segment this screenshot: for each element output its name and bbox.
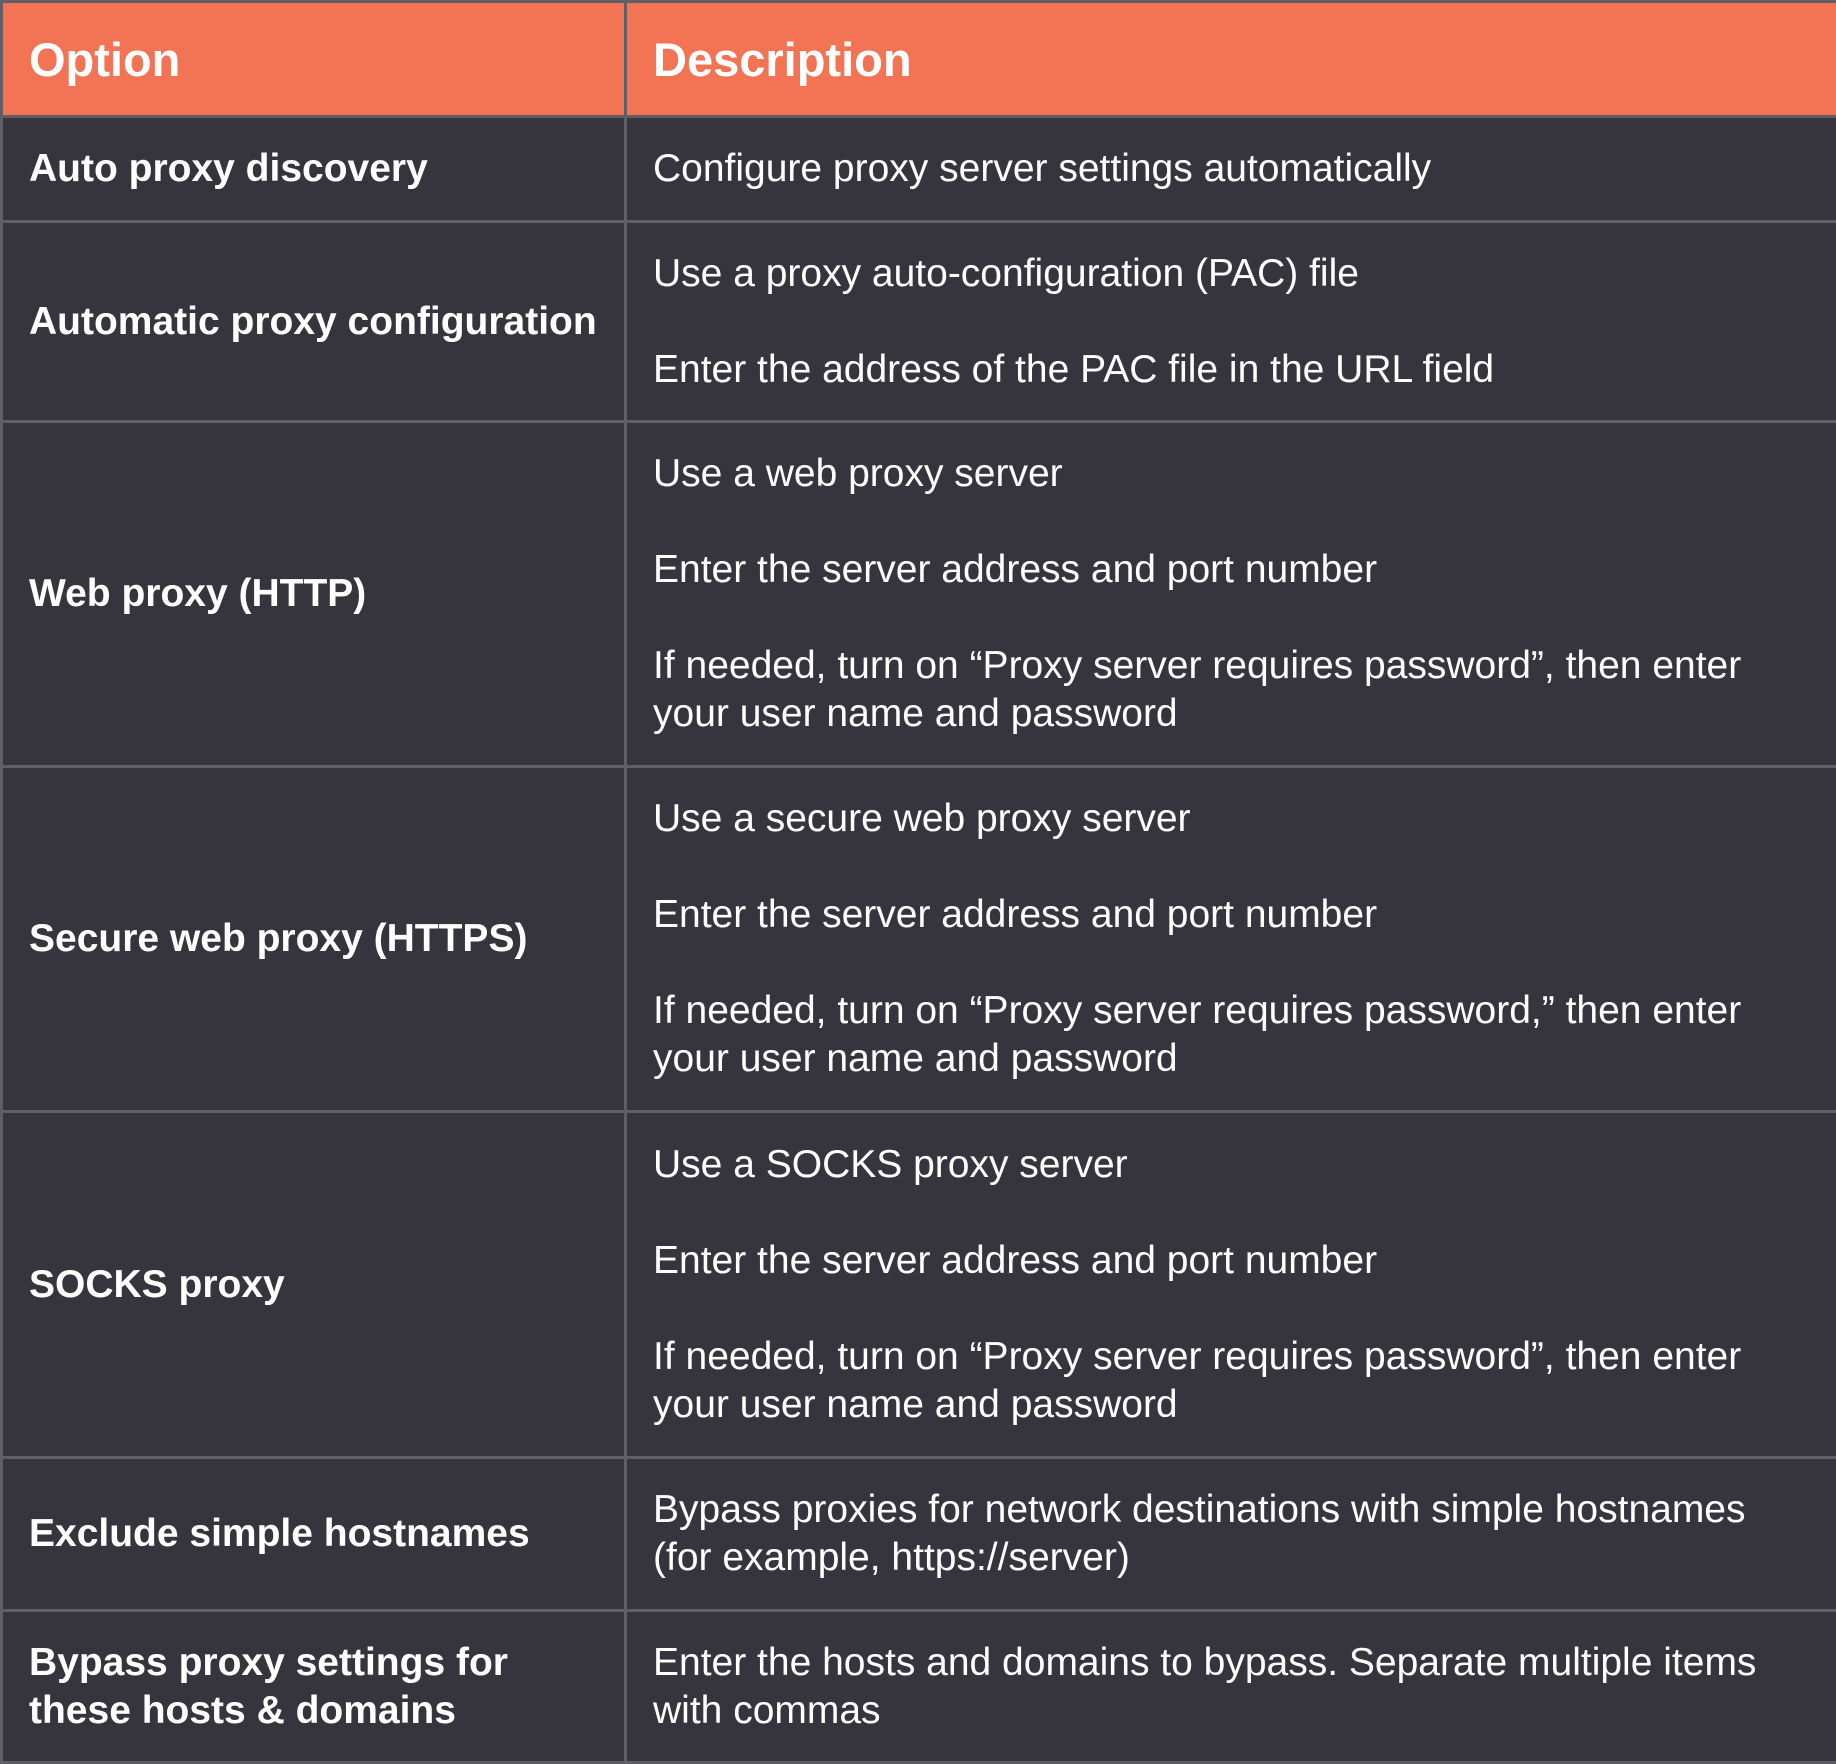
description-line: Use a proxy auto-configuration (PAC) file [653, 250, 1810, 298]
description-line: Configure proxy server settings automatically [653, 145, 1810, 193]
table-row [2, 222, 1836, 422]
option-cell: Auto proxy discovery [2, 117, 626, 222]
description-line: Use a secure web proxy server [653, 795, 1810, 843]
description-line: Enter the server address and port number [653, 546, 1810, 594]
table-row [2, 767, 1836, 1112]
description-line: Use a SOCKS proxy server [653, 1141, 1810, 1189]
option-cell: Web proxy (HTTP) [2, 422, 626, 767]
description-cell [626, 117, 1836, 222]
table-row [2, 1458, 1836, 1611]
description-line: Enter the hosts and domains to bypass. Separate multiple items with commas [653, 1639, 1810, 1735]
description-cell [626, 1112, 1836, 1458]
table-row [2, 1611, 1836, 1763]
description-cell [626, 767, 1836, 1112]
description-line: Use a web proxy server [653, 450, 1810, 498]
description-cell [626, 422, 1836, 767]
description-cell [626, 222, 1836, 422]
option-cell: SOCKS proxy [2, 1112, 626, 1458]
option-cell: Exclude simple hostnames [2, 1458, 626, 1611]
table-row [2, 1112, 1836, 1458]
description-line: Enter the server address and port number [653, 891, 1810, 939]
description-cell [626, 1611, 1836, 1763]
description-line: If needed, turn on “Proxy server requires password,” then enter your user name and password [653, 987, 1810, 1083]
header-description: Description [626, 2, 1836, 117]
option-cell: Secure web proxy (HTTPS) [2, 767, 626, 1112]
description-cell [626, 1458, 1836, 1611]
option-cell: Bypass proxy settings for these hosts & domains [2, 1611, 626, 1763]
table-row [2, 422, 1836, 767]
description-line: Enter the address of the PAC file in the URL field [653, 346, 1810, 394]
description-line: Enter the server address and port number [653, 1237, 1810, 1285]
header-option: Option [2, 2, 626, 117]
option-cell: Automatic proxy configuration [2, 222, 626, 422]
description-line: If needed, turn on “Proxy server requires password”, then enter your user name and password [653, 642, 1810, 738]
table-header-row [2, 2, 1836, 117]
description-line: If needed, turn on “Proxy server requires password”, then enter your user name and password [653, 1333, 1810, 1429]
table-row [2, 117, 1836, 222]
description-line: Bypass proxies for network destinations with simple hostnames (for example, https://server) [653, 1486, 1810, 1582]
